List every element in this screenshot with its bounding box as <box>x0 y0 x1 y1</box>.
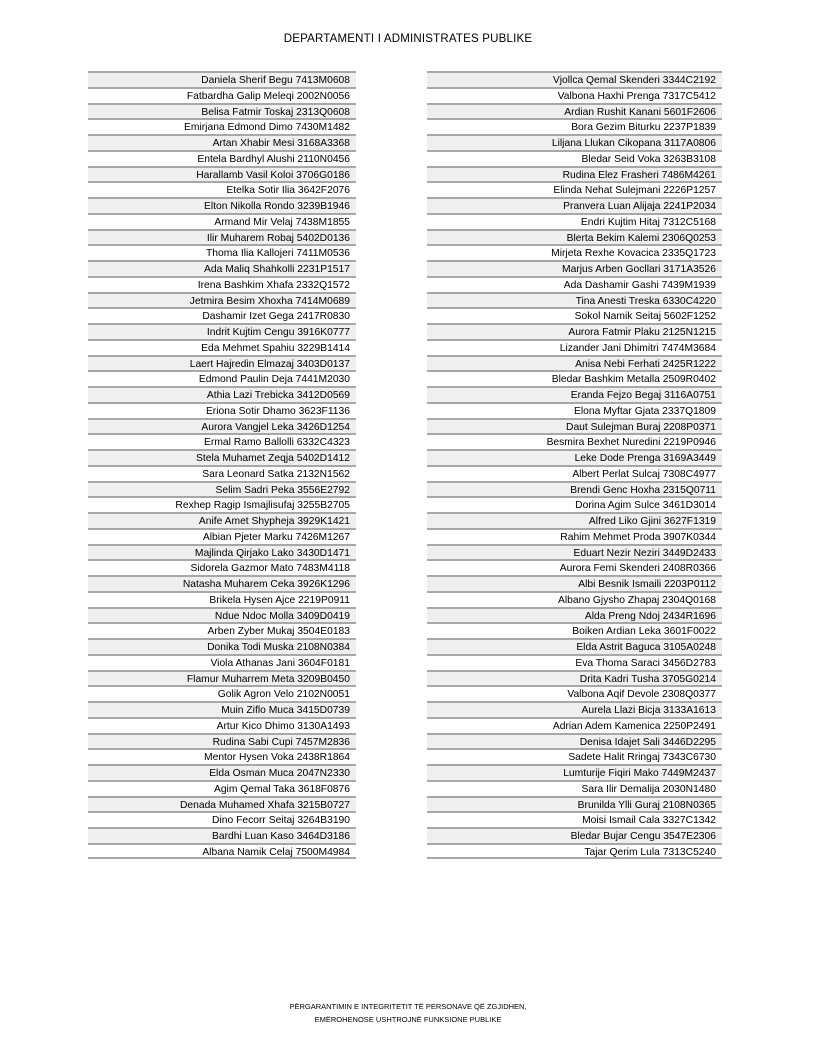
list-item: Brendi Genc Hoxha 2315Q0711 <box>427 481 722 497</box>
list-item: Entela Bardhyl Alushi 2110N0456 <box>88 150 356 166</box>
list-item: Valbona Aqif Devole 2308Q0377 <box>427 685 722 701</box>
list-item: Dashamir Izet Gega 2417R0830 <box>88 307 356 323</box>
list-item: Ermal Ramo Ballolli 6332C4323 <box>88 433 356 449</box>
list-item: Eranda Fejzo Begaj 3116A0751 <box>427 386 722 402</box>
list-item: Besmira Bexhet Nuredini 2219P0946 <box>427 433 722 449</box>
list-item: Sadete Halit Rringaj 7343C6730 <box>427 748 722 764</box>
list-item: Lumturije Fiqiri Mako 7449M2437 <box>427 764 722 780</box>
list-item: Albi Besnik Ismaili 2203P0112 <box>427 575 722 591</box>
right-name-list <box>427 71 722 859</box>
list-item: Elton Nikolla Rondo 3239B1946 <box>88 197 356 213</box>
list-item: Bledar Bujar Cengu 3547E2306 <box>427 827 722 843</box>
list-item: Bledar Seid Voka 3263B3108 <box>427 150 722 166</box>
list-item: Eda Mehmet Spahiu 3229B1414 <box>88 339 356 355</box>
footer-line-1: PËRGARANTIMIN E INTEGRITETIT TË PERSONAVE QË ZGJIDHEN, <box>289 1002 527 1011</box>
list-item: Rexhep Ragip Ismajlisufaj 3255B2705 <box>88 496 356 512</box>
list-item: Denisa Idajet Sali 3446D2295 <box>427 733 722 749</box>
list-item: Aurora Femi Skenderi 2408R0366 <box>427 559 722 575</box>
list-item: Donika Todi Muska 2108N0384 <box>88 638 356 654</box>
list-item: Brikela Hysen Ajce 2219P0911 <box>88 591 356 607</box>
list-item: Aurora Fatmir Plaku 2125N1215 <box>427 323 722 339</box>
list-item: Mentor Hysen Voka 2438R1864 <box>88 748 356 764</box>
list-item: Sokol Namik Seitaj 5602F1252 <box>427 307 722 323</box>
list-item: Tina Anesti Treska 6330C4220 <box>427 292 722 308</box>
list-item: Jetmira Besim Xhoxha 7414M0689 <box>88 292 356 308</box>
list-item: Stela Muhamet Zeqja 5402D1412 <box>88 449 356 465</box>
list-item: Golik Agron Velo 2102N0051 <box>88 685 356 701</box>
list-item: Majlinda Qirjako Lako 3430D1471 <box>88 544 356 560</box>
list-item: Artur Kico Dhimo 3130A1493 <box>88 717 356 733</box>
list-item: Fatbardha Galip Meleqi 2002N0056 <box>88 87 356 103</box>
list-item: Alda Preng Ndoj 2434R1696 <box>427 607 722 623</box>
left-name-list <box>88 71 356 859</box>
list-item: Irena Bashkim Xhafa 2332Q1572 <box>88 276 356 292</box>
list-item: Emirjana Edmond Dimo 7430M1482 <box>88 118 356 134</box>
list-item: Ndue Ndoc Molla 3409D0419 <box>88 607 356 623</box>
list-item: Tajar Qerim Lula 7313C5240 <box>427 843 722 859</box>
list-item: Natasha Muharem Ceka 3926K1296 <box>88 575 356 591</box>
list-item: Arben Zyber Mukaj 3504E0183 <box>88 622 356 638</box>
list-item: Elda Osman Muca 2047N2330 <box>88 764 356 780</box>
list-item: Thoma Ilia Kallojeri 7411M0536 <box>88 244 356 260</box>
list-item: Marjus Arben Gocllari 3171A3526 <box>427 260 722 276</box>
list-item: Elda Astrit Baguca 3105A0248 <box>427 638 722 654</box>
list-item: Lizander Jani Dhimitri 7474M3684 <box>427 339 722 355</box>
list-item: Ada Dashamir Gashi 7439M1939 <box>427 276 722 292</box>
list-item: Armand Mir Velaj 7438M1855 <box>88 213 356 229</box>
list-item: Ilir Muharem Robaj 5402D0136 <box>88 229 356 245</box>
list-item: Eriona Sotir Dhamo 3623F1136 <box>88 402 356 418</box>
list-item: Adrian Adem Kamenica 2250P2491 <box>427 717 722 733</box>
list-item: Alfred Liko Gjini 3627F1319 <box>427 512 722 528</box>
list-item: Rudina Sabi Cupi 7457M2836 <box>88 733 356 749</box>
list-item: Albert Perlat Sulcaj 7308C4977 <box>427 465 722 481</box>
list-item: Edmond Paulin Deja 7441M2030 <box>88 370 356 386</box>
list-item: Ardian Rushit Kanani 5601F2606 <box>427 103 722 119</box>
list-item: Anife Amet Shypheja 3929K1421 <box>88 512 356 528</box>
list-item: Eva Thoma Saraci 3456D2783 <box>427 654 722 670</box>
list-item: Anisa Nebi Ferhati 2425R1222 <box>427 355 722 371</box>
list-item: Eduart Nezir Neziri 3449D2433 <box>427 544 722 560</box>
list-item: Laert Hajredin Elmazaj 3403D0137 <box>88 355 356 371</box>
list-item: Ada Maliq Shahkolli 2231P1517 <box>88 260 356 276</box>
list-item: Drita Kadri Tusha 3705G0214 <box>427 670 722 686</box>
footer-line-2: EMËROHENOSE USHTROJNË FUNKSIONE PUBLIKE <box>314 1015 502 1024</box>
list-item: Mirjeta Rexhe Kovacica 2335Q1723 <box>427 244 722 260</box>
list-item: Albano Gjysho Zhapaj 2304Q0168 <box>427 591 722 607</box>
list-item: Daniela Sherif Begu 7413M0608 <box>88 71 356 87</box>
list-item: Blerta Bekim Kalemi 2306Q0253 <box>427 229 722 245</box>
list-item: Flamur Muharrem Meta 3209B0450 <box>88 670 356 686</box>
list-item: Albian Pjeter Marku 7426M1267 <box>88 528 356 544</box>
list-item: Harallamb Vasil Koloi 3706G0186 <box>88 166 356 182</box>
list-item: Denada Muhamed Xhafa 3215B0727 <box>88 796 356 812</box>
list-item: Rudina Elez Frasheri 7486M4261 <box>427 166 722 182</box>
page-footer <box>0 1000 816 1026</box>
list-item: Artan Xhabir Mesi 3168A3368 <box>88 134 356 150</box>
list-item: Liljana Llukan Cikopana 3117A0806 <box>427 134 722 150</box>
list-item: Rahim Mehmet Proda 3907K0344 <box>427 528 722 544</box>
list-item: Dorina Agim Sulce 3461D3014 <box>427 496 722 512</box>
list-item: Boiken Ardian Leka 3601F0022 <box>427 622 722 638</box>
list-item: Brunilda Ylli Guraj 2108N0365 <box>427 796 722 812</box>
list-item: Dino Fecorr Seitaj 3264B3190 <box>88 811 356 827</box>
list-item: Sidorela Gazmor Mato 7483M4118 <box>88 559 356 575</box>
page-title: DEPARTAMENTI I ADMINISTRATES PUBLIKE <box>283 33 533 45</box>
list-item: Aurora Vangjel Leka 3426D1254 <box>88 418 356 434</box>
list-item: Albana Namik Celaj 7500M4984 <box>88 843 356 859</box>
list-item: Moisi Ismail Cala 3327C1342 <box>427 811 722 827</box>
list-item: Elinda Nehat Sulejmani 2226P1257 <box>427 181 722 197</box>
list-item: Indrit Kujtim Cengu 3916K0777 <box>88 323 356 339</box>
list-item: Valbona Haxhi Prenga 7317C5412 <box>427 87 722 103</box>
list-item: Daut Sulejman Buraj 2208P0371 <box>427 418 722 434</box>
list-item: Sara Leonard Satka 2132N1562 <box>88 465 356 481</box>
list-item: Belisa Fatmir Toskaj 2313Q0608 <box>88 103 356 119</box>
list-item: Bora Gezim Biturku 2237P1839 <box>427 118 722 134</box>
list-item: Bledar Bashkim Metalla 2509R0402 <box>427 370 722 386</box>
list-item: Aurela Llazi Bicja 3133A1613 <box>427 701 722 717</box>
list-item: Endri Kujtim Hitaj 7312C5168 <box>427 213 722 229</box>
list-item: Selim Sadri Peka 3556E2792 <box>88 481 356 497</box>
list-item: Leke Dode Prenga 3169A3449 <box>427 449 722 465</box>
list-item: Etelka Sotir Ilia 3642F2076 <box>88 181 356 197</box>
list-item: Elona Myftar Gjata 2337Q1809 <box>427 402 722 418</box>
list-item: Muin Ziflo Muca 3415D0739 <box>88 701 356 717</box>
list-item: Athia Lazi Trebicka 3412D0569 <box>88 386 356 402</box>
list-item: Pranvera Luan Alijaja 2241P2034 <box>427 197 722 213</box>
list-item: Agim Qemal Taka 3618F0876 <box>88 780 356 796</box>
list-item: Bardhi Luan Kaso 3464D3186 <box>88 827 356 843</box>
list-item: Sara Ilir Demalija 2030N1480 <box>427 780 722 796</box>
list-item: Viola Athanas Jani 3604F0181 <box>88 654 356 670</box>
list-item: Vjollca Qemal Skenderi 3344C2192 <box>427 71 722 87</box>
